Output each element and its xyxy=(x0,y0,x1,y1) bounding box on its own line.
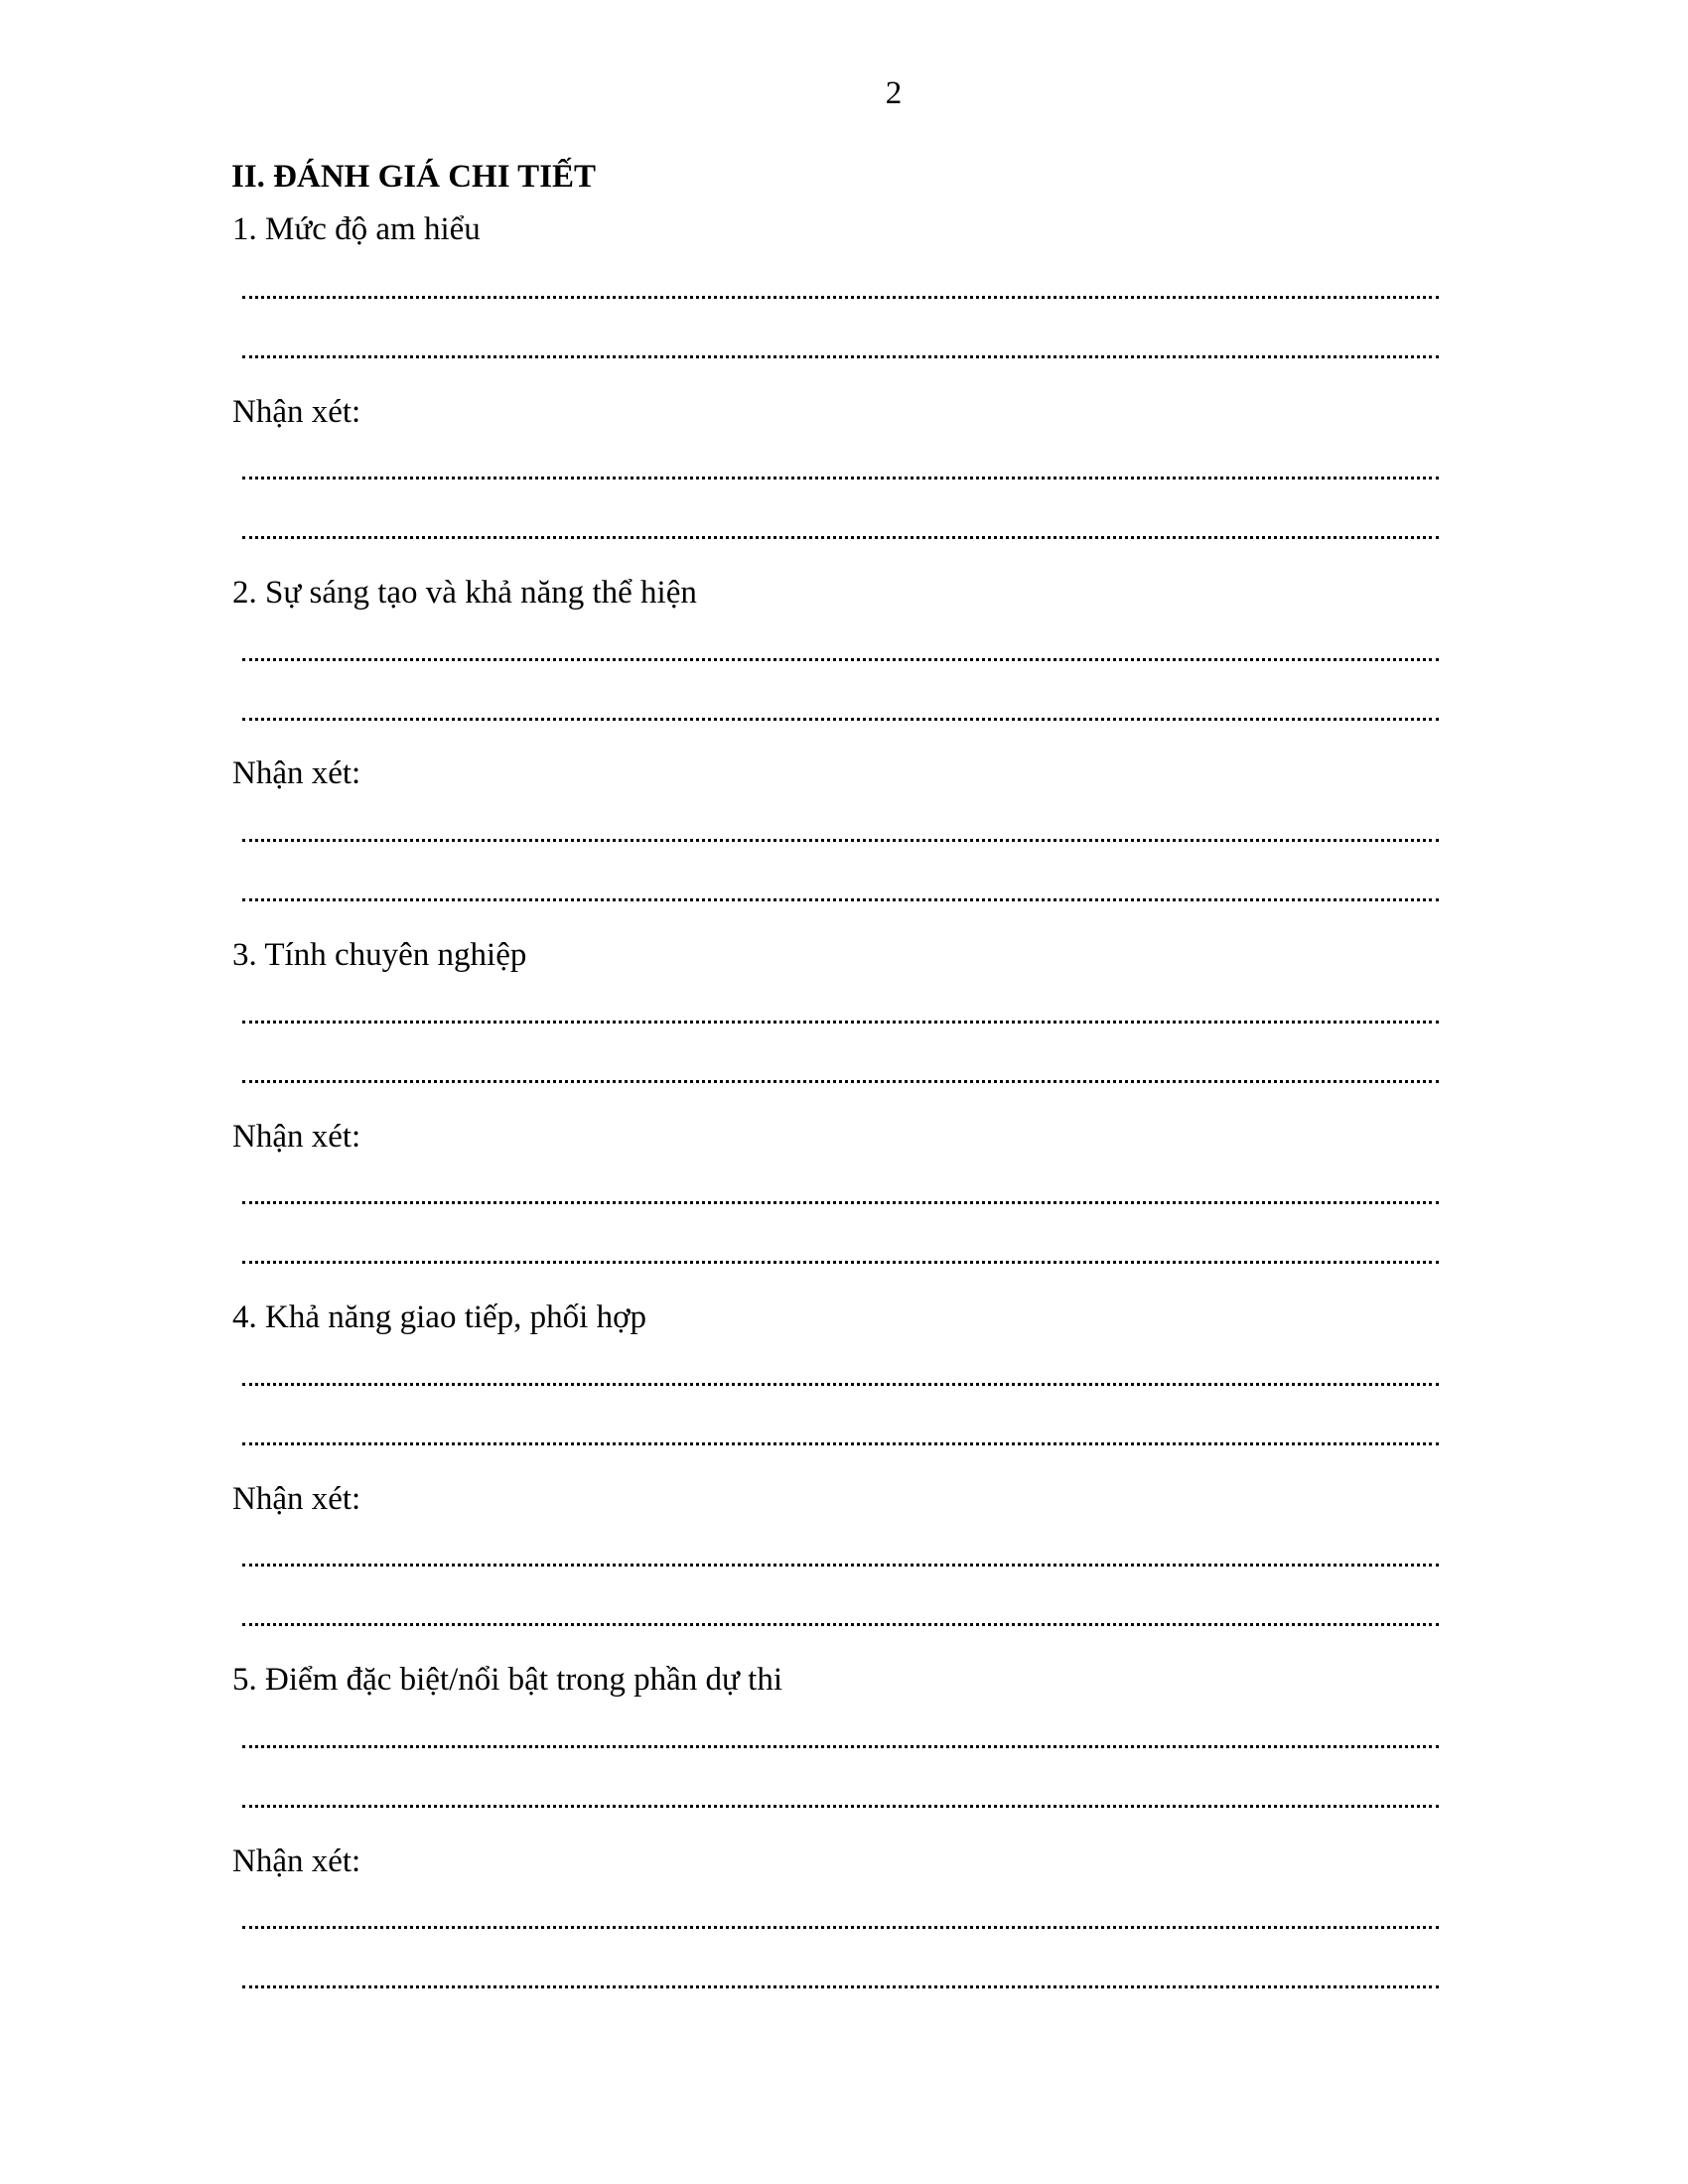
comment-line[interactable] xyxy=(242,898,1439,901)
answer-line[interactable] xyxy=(242,1080,1439,1083)
criterion-title: 3. Tính chuyên nghiệp xyxy=(232,937,527,973)
comment-line[interactable] xyxy=(242,1985,1439,1988)
comment-line[interactable] xyxy=(242,477,1439,479)
comment-line[interactable] xyxy=(242,1201,1439,1204)
answer-line[interactable] xyxy=(242,296,1439,299)
comment-line[interactable] xyxy=(242,1564,1439,1567)
comment-line[interactable] xyxy=(242,1261,1439,1264)
answer-line[interactable] xyxy=(242,718,1439,721)
comment-label: Nhận xét: xyxy=(232,1119,361,1155)
answer-line[interactable] xyxy=(242,355,1439,358)
comment-line[interactable] xyxy=(242,536,1439,539)
criterion-title: 1. Mức độ am hiểu xyxy=(232,211,481,247)
answer-line[interactable] xyxy=(242,1745,1439,1748)
page-number: 2 xyxy=(885,75,903,111)
comment-line[interactable] xyxy=(242,839,1439,842)
comment-label: Nhận xét: xyxy=(232,755,361,791)
answer-line[interactable] xyxy=(242,1805,1439,1808)
comment-line[interactable] xyxy=(242,1623,1439,1626)
comment-label: Nhận xét: xyxy=(232,394,361,430)
section-title: II. ĐÁNH GIÁ CHI TIẾT xyxy=(231,159,597,195)
criterion-title: 4. Khả năng giao tiếp, phối hợp xyxy=(232,1299,647,1335)
criterion-title: 2. Sự sáng tạo và khả năng thể hiện xyxy=(232,575,697,611)
answer-line[interactable] xyxy=(242,1442,1439,1445)
comment-line[interactable] xyxy=(242,1926,1439,1929)
comment-label: Nhận xét: xyxy=(232,1843,361,1879)
comment-label: Nhận xét: xyxy=(232,1481,361,1517)
criterion-title: 5. Điểm đặc biệt/nổi bật trong phần dự thi xyxy=(232,1662,783,1698)
answer-line[interactable] xyxy=(242,1021,1439,1024)
answer-line[interactable] xyxy=(242,1383,1439,1386)
answer-line[interactable] xyxy=(242,658,1439,661)
